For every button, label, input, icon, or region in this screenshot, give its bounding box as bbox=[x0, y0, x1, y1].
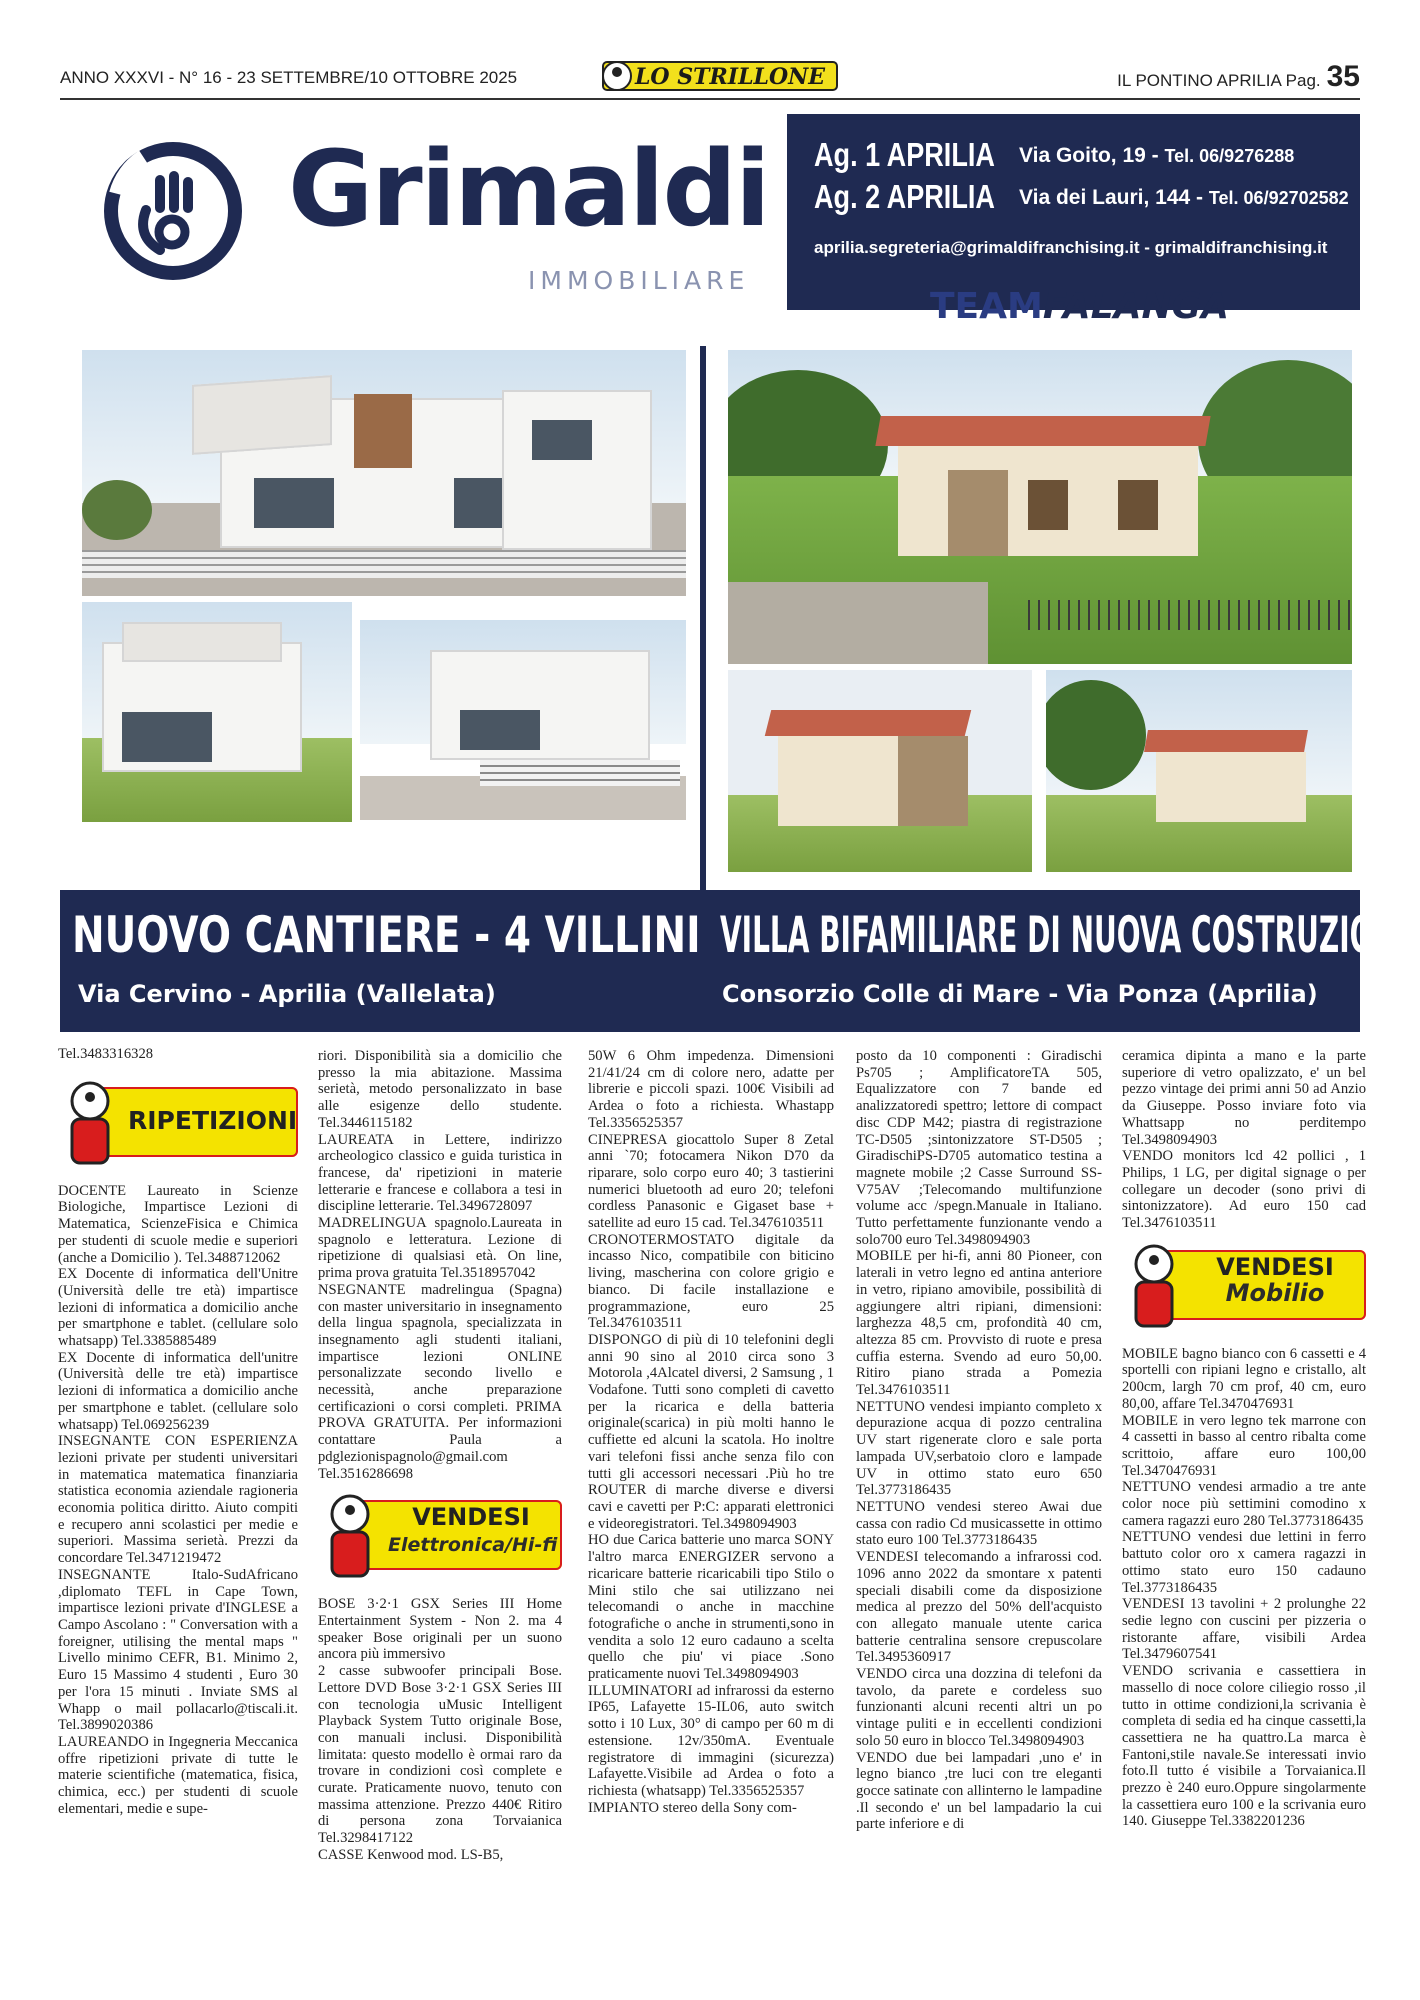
listing: 2 casse subwoofer principali Bose. Lettore DVD Bose 3·2·1 GSX Series III con tecnologia uMusic Intelligent Playback System Tutto originale Bose, con manuali inclusi. Disponibilità limitata: questo modello è ormai raro da trovare in condizioni così complete e curate. Praticamente nuovo, tenuto con massima attenzione. Prezzo 440€ Ritiro di persona zona Torvaianica Tel.3298417122 bbox=[318, 1663, 562, 1847]
newsboy-mascot-icon bbox=[58, 1075, 122, 1171]
brand-name: Grimaldi bbox=[288, 128, 769, 250]
listing: CASSE Kenwood mod. LS-B5, bbox=[318, 1846, 504, 1863]
page-header bbox=[60, 58, 1360, 98]
newsboy-mascot-icon bbox=[318, 1488, 382, 1584]
column-3 bbox=[588, 1048, 834, 1816]
listing: DOCENTE Laureato in Scienze Biologiche, Impartisce Lezioni di Matematica, ScienzeFisica e Chimica per studenti di scuole medie e superiori (anche a Domicilio ). Tel.3488712062 bbox=[58, 1182, 298, 1266]
lo-strillone-logo bbox=[595, 58, 845, 94]
listing: ceramica dipinta a mano e la parte superiore di vetro opalizzato, e' un bel pezzo vintage dei primi anni 50 ad Anzio da Giuseppe. Posso inviare foto via Whattsapp no perditempo Tel.3498094903 bbox=[1122, 1048, 1366, 1148]
listing: EX Docente di informatica dell'unitre (Università delle tre età) impartisce lezioni di informatica a domicilio anche per smartphone e tablet. (cellulare solo whatsapp) Tel.069256239 bbox=[58, 1349, 298, 1433]
listing: CRONOTERMOSTATO digitale da incasso Nico, compatibile con biticino living, mascherina con colore grigio e bianco. Di facile installazione e programmazione, euro 25 Tel.3476103511 bbox=[588, 1231, 834, 1332]
render-villini-main bbox=[82, 350, 686, 596]
right-project-address: Consorzio Colle di Mare - Via Ponza (Aprilia) bbox=[722, 980, 1318, 1008]
column-5 bbox=[1122, 1048, 1366, 1830]
agency-2-address: Via dei Lauri, 144 - Tel. 06/92702582 bbox=[1019, 186, 1349, 209]
section-label-mobilio bbox=[1122, 1236, 1366, 1340]
listing: EX Docente di informatica dell'Unitre (Università delle tre età) impartisce lezioni di informatica a domicilio anche per smartphone e tablet. (cellulare solo whatsapp) Tel.3385885489 bbox=[58, 1266, 298, 1350]
right-project-title: VILLA BIFAMILIARE DI NUOVA COSTRUZIONE bbox=[720, 906, 1417, 964]
render-villini-front bbox=[360, 620, 686, 820]
agency-1-address: Via Goito, 19 - Tel. 06/9276288 bbox=[1019, 144, 1295, 167]
listing: VENDO circa una dozzina di telefoni da tavolo, da parete e cordeless suo funzionanti alcuni recenti altri un po vintage puliti e in eccellenti condizioni solo 50 euro in blocco Tel.3498094903 bbox=[856, 1666, 1102, 1749]
team-falanga: TEAMFALANGA bbox=[930, 286, 1229, 327]
render-villa-side bbox=[728, 670, 1032, 872]
agency-2-name: Ag. 2 APRILIA bbox=[814, 178, 995, 215]
listing: IMPIANTO stereo della Sony com- bbox=[588, 1799, 797, 1816]
column-1 bbox=[58, 1046, 298, 1817]
listing: VENDESI 13 tavolini + 2 prolunghe 22 sedie legno con cuscini per pizzeria o ristorante affare, visibili Ardea Tel.3479607541 bbox=[1122, 1596, 1366, 1663]
listing: MOBILE bagno bianco con 6 cassetti e 4 sportelli con ripiani legno e cristallo, alt 200cm, largh 70 cm prof, 40 cm, euro 80,00, affare Tel.3470476931 bbox=[1122, 1345, 1366, 1412]
column-4 bbox=[856, 1048, 1102, 1833]
listing: NSEGNANTE madrelingua (Spagna) con master universitario in insegnamento della lingua spagnola, specializzata in insegnamento agli studenti italiani, impartisce lezioni ONLINE personalizzate secondo livello e necessità, anche preparazione certificazioni o corsi completi. PRIMA PROVA GRATUITA. Per informazioni contattare Paula a pdglezionispagnolo@gmail.com Tel.3516286698 bbox=[318, 1281, 562, 1482]
listing: MOBILE in vero legno tek marrone con 4 cassetti in basso al centro ribalta come scrittoio, affare euro 100,00 Tel.3470476931 bbox=[1122, 1412, 1366, 1479]
agency-2 bbox=[814, 178, 1349, 216]
header-rule bbox=[60, 98, 1360, 100]
listing: NETTUNO vendesi stereo Awai due cassa con radio Cd musicassette in ottimo stato euro 100 Tel.3773186435 bbox=[856, 1498, 1102, 1549]
brand-subtitle: IMMOBILIARE bbox=[528, 266, 750, 295]
contact-email-web[interactable]: aprilia.segreteria@grimaldifranchising.it - grimaldifranchising.it bbox=[814, 238, 1328, 257]
section-label-elettronica bbox=[318, 1486, 562, 1590]
render-villa-garden bbox=[1046, 670, 1352, 872]
listing: posto da 10 componenti : Giradischi Ps705 ; AmplificatoreTA 505, Equalizzatore con 7 bande ed analizzatoredi spettro; lettore di compact disc CDP M42; piastra di registrazione TC-D505 ;sintonizzatore ST-D505 ; GiradischiPS-D705 automatico testina a magnete mobile ;2 Casse Surround SS-V75AV ;Telecomando multifunzione volume acc /spegn.Manuale in Italiano. Tutto perfettamente funzionante vendo a solo700 euro Tel.3498094903 bbox=[856, 1048, 1102, 1248]
listing: VENDO scrivania e cassettiera in massello di noce colore ciliegio rosso ,il tutto in ottime condizioni,la scrivania è completa di sedia ed ha cinque cassetti,la cassettiera ne ha quattro.La marca è Fantoni,stile navale.Se interessati invio foto.Il tutto é visibile a Torvaianica.Il prezzo è 240 euro.Oppure singolarmente la cassettiera euro 100 e la scrivania euro 140. Giuseppe Tel.3382201236 bbox=[1122, 1663, 1366, 1830]
listing: BOSE 3·2·1 GSX Series III Home Entertainment System - Non 2. ma 4 speaker Bose originali per un suono ancora più immersivo bbox=[318, 1596, 562, 1663]
listing: MOBILE per hi-fi, anni 80 Pioneer, con laterali in vetro legno ed antina anteriore in vetro, ripiano amovibile, possibilità di aggiungere altri ripiani, dimensioni: larghezza 48,5 cm, profondità 40 cm, altezza 85 cm. Provvisto di ruote e presa cuffia esterna. Svendo ad euro 50,00. Ritiro piano strada a Pomezia Tel.3476103511 bbox=[856, 1248, 1102, 1399]
left-project-address: Via Cervino - Aprilia (Vallelata) bbox=[78, 980, 496, 1008]
paper-name: IL PONTINO APRILIA Pag. bbox=[1117, 71, 1321, 90]
agency-1-name: Ag. 1 APRILIA bbox=[814, 136, 995, 173]
listing: VENDO monitors lcd 42 pollici , 1 Philips, 1 LG, per digital signage o per collegare un decoder (sono privi di sintonizzatore). Ad euro 150 cad Tel.3476103511 bbox=[1122, 1148, 1366, 1232]
paper-and-page bbox=[1117, 60, 1360, 94]
listing: 50W 6 Ohm impedenza. Dimensioni 21/41/24 cm di colore nero, adatte per librerie e piccoli spazi. 100€ Visibili ad Ardea o foto a richiesta. Whastapp Tel.3356525357 bbox=[588, 1048, 834, 1131]
render-villa-main bbox=[728, 350, 1352, 664]
page-number: 35 bbox=[1326, 60, 1360, 93]
listing: VENDO due bei lampadari ,uno e' in legno bianco ,tre luci con tre eleganti gocce satinate con allinterno le lampadine .Il secondo e' un bel lampadario la cui parte inferiore e di bbox=[856, 1749, 1102, 1833]
render-villini-side bbox=[82, 602, 352, 822]
section-title: VENDESI Elettronica/Hi-fi bbox=[388, 1503, 558, 1557]
agency-1 bbox=[814, 136, 1295, 174]
listing: CINEPRESA giocattolo Super 8 Zetal anni `70; fotocamera Nikon D70 da riparare, solo corpo euro 40; 3 tastierini numerici bluetooth ad euro 20; telefoni cordless Panasonic e Gigaset base + satellite ad euro 15 cad. Tel.3476103511 bbox=[588, 1131, 834, 1232]
listing: MADRELINGUA spagnolo.Laureata in spagnolo e letteratura. Lezione di ripetizione di qualsiasi età. On line, prima prova gratuita Tel.3518957042 bbox=[318, 1215, 562, 1282]
listing: INSEGNANTE Italo-SudAfricano ,diplomato TEFL in Cape Town, impartisce lezioni private d'INGLESE a Campo Ascolano : " Conversation with a foreigner, utilising the mental maps " Livello minimo CEFR, B1. Minimo 2, Euro 15 Massimo 4 studenti , Euro 30 per l'ora 15 minuti . Inviate SMS al Whapp o mail pollacarlo@tiscali.it. Tel.3899020386 bbox=[58, 1566, 298, 1734]
listing: DISPONGO di più di 10 telefonini degli anni 90 sino al 2010 circa sono 3 Motorola ,4Alcatel diversi, 2 Samsung , 1 Vodafone. Tutti sono completi di cavetto per la ricarica e della batteria originale(scarica) in più molti hanno le cuffiette ed alcuni la scatola. Ho inoltre vari telefoni fissi anche senza filo con tutti gli accessori necessari .Più ho tre ROUTER di marche diverse e diversi cavi e cavetti per P:C: apparati elettronici e videoregistratori. Tel.3498094903 bbox=[588, 1331, 834, 1532]
listing: riori. Disponibilità sia a domicilio che presso la mia abitazione. Massima serietà, metodo personalizzato in base alle esigenze dello studente. Tel.3446115182 bbox=[318, 1048, 562, 1131]
agency-2-tel: Tel. 06/92702582 bbox=[1208, 188, 1349, 208]
listing: VENDESI telecomando a infrarossi cod. 1096 anno 2022 da smontare x patenti speciali disabili come da disposizione medica al prezzo del 50% dell'acquisto con allegato manuale utente carica batterie centralina sensore crepuscolare Tel.3495360917 bbox=[856, 1549, 1102, 1666]
ok-hand-logo-icon bbox=[98, 136, 248, 286]
section-title: RIPETIZIONI bbox=[128, 1105, 298, 1135]
issue-line: ANNO XXXVI - N° 16 - 23 SETTEMBRE/10 OTTOBRE 2025 bbox=[60, 68, 518, 87]
listing: ILLUMINATORI ad infrarossi da esterno IP65, Lafayette 15-IL06, auto switch sotto i 10 Lux, 30° di campo per 60 m di estensione. 12v/350mA. Eventuale registratore di immagini (sicurezza) Lafayette.Visibile ad Ardea o foto a richiesta (whatsapp) Tel.3356525357 bbox=[588, 1682, 834, 1799]
listing: LAUREATA in Lettere, indirizzo archeologico classico e guida turistica in francese, da' ripetizioni in materie letterarie e francese e collabora a tesi in discipline letterarie. Tel.3496728097 bbox=[318, 1131, 562, 1215]
agency-1-tel: Tel. 06/9276288 bbox=[1164, 146, 1295, 166]
svg-text:LO STRILLONE: LO STRILLONE bbox=[634, 64, 826, 90]
listing: LAUREANDO in Ingegneria Meccanica offre ripetizioni private di tutte le materie scientifiche (matematica, fisica, chimica, ecc.) per studenti di scuole elementari, medie e supe- bbox=[58, 1733, 298, 1817]
column-2 bbox=[318, 1048, 562, 1864]
listing: NETTUNO vendesi impianto completo x depurazione acqua di pozzo centralina UV start rigenerate cloro e sale porta lampada UV,serbatoio cloro e lampade UV in ottimo stato euro 650 Tel.3773186435 bbox=[856, 1398, 1102, 1499]
brand-block bbox=[60, 114, 787, 334]
listing: INSEGNANTE CON ESPERIENZA lezioni private per studenti universitari in matematica matematica finanziaria statistica economia aziendale ragioneria economia politica diritto. Aiuto compiti e recupero anni scolastici per medie e superiori. Massima serietà. Prezzi da concordare Tel.3471219472 bbox=[58, 1433, 298, 1567]
section-title: VENDESI Mobilio bbox=[1216, 1252, 1334, 1307]
listing: Tel.3483316328 bbox=[58, 1046, 154, 1062]
listing: HO due Carica batterie uno marca SONY l'altro marca ENERGIZER servono a ricaricare batterie ricaricabili tipo Stilo o Mini stilo che sai utilizzano nei telecomandi o anche in macchine fotografiche o anche in strumenti,sono in vendita a solo 12 euro cadauno a scelta quello che piu' vi piace .Sono praticamente nuovi Tel.3498094903 bbox=[588, 1532, 834, 1683]
listing: NETTUNO vendesi armadio a tre ante color noce più settimini comodino x camera ragazzi euro 280 Tel.3773186435 bbox=[1122, 1479, 1366, 1529]
newsboy-mascot-icon bbox=[1122, 1238, 1186, 1334]
listing: NETTUNO vendesi due lettini in ferro battuto color oro x camera ragazzi in ottimo stato euro 150 cadauno Tel.3773186435 bbox=[1122, 1529, 1366, 1596]
left-project-title: NUOVO CANTIERE - 4 VILLINI bbox=[72, 906, 701, 964]
grimaldi-advert bbox=[60, 114, 1417, 1032]
section-label-ripetizioni bbox=[58, 1073, 298, 1177]
